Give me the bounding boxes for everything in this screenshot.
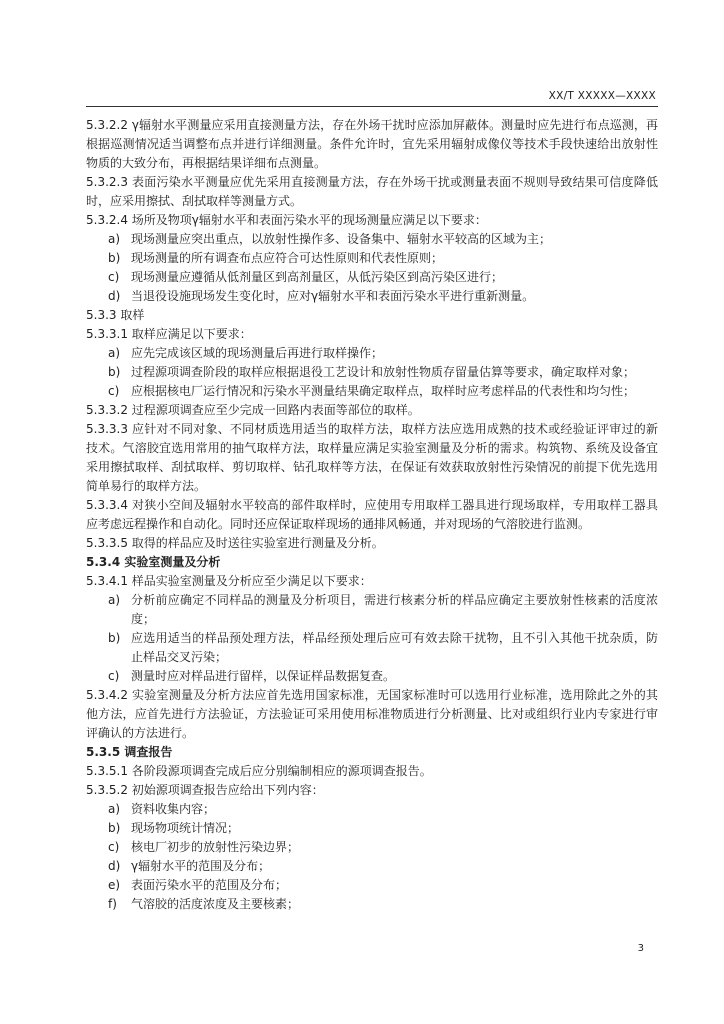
- list-marker: f): [108, 897, 117, 911]
- clause-paragraph: 5.3.3.3 应针对不同对象、不同材质选用适当的取样方法，取样方法应选用成熟的技术或经验证评审过的新技术。气溶胶宜选用常用的抽气取样方法，取样量应满足实验室测量及分析的需求。构筑物、系统及设备宜采用擦拭取样、刮拭取样、剪切取样、钻孔取样等方法，在保证有效获取放射性污染情况的前提下优先选用简单易行的取样方法。: [86, 422, 658, 493]
- clause-paragraph: 5.3.3.5 取得的样品应及时送往实验室进行测量及分析。: [86, 536, 384, 550]
- list-item: [86, 876, 658, 895]
- list-item: [86, 382, 658, 401]
- list-item: [86, 591, 658, 629]
- list-item-text: 测量时应对样品进行留样，以保证样品数据复查。: [131, 669, 396, 683]
- clause-paragraph: 5.3.3.4 对狭小空间及辐射水平较高的部件取样时，应使用专用取样工器具进行现场取样，专用取样工器具应考虑远程操作和自动化。同时还应保证取样现场的通排风畅通，并对现场的气溶胶进行监测。: [86, 498, 658, 531]
- list-marker: c): [108, 384, 120, 398]
- clause-paragraph: 5.3.2.2 γ辐射水平测量应采用直接测量方法，存在外场干扰时应添加屏蔽体。测量时应先进行布点巡测，再根据巡测情况适当调整布点并进行详细测量。条件允许时，宜先采用辐射成像仪等技术手段快速给出放射性物质的大致分布，再根据结果详细布点测量。: [86, 118, 658, 170]
- list-item: [86, 268, 658, 287]
- list-item: [86, 857, 658, 876]
- list-item-text: 过程源项调查阶段的取样应根据退役工艺设计和放射性物质存留量估算等要求，确定取样对象；: [131, 365, 636, 379]
- list-item-text: 现场物项统计情况；: [131, 821, 240, 835]
- clause-paragraph: 5.3.2.3 表面污染水平测量应优先采用直接测量方法，存在外场干扰或测量表面不规则导致结果可信度降低时，应采用擦拭、刮拭取样等测量方式。: [86, 175, 658, 208]
- document-id: XX/T XXXXX—XXXX: [548, 90, 656, 102]
- header-divider: [86, 106, 658, 107]
- clause-paragraph: 5.3.5.1 各阶段源项调查完成后应分别编制相应的源项调查报告。: [86, 764, 432, 778]
- list-item: [86, 344, 658, 363]
- list-item: [86, 838, 658, 857]
- list-marker: c): [108, 669, 120, 683]
- list-item-text: 现场测量应遵循从低剂量区到高剂量区，从低污染区到高污染区进行；: [131, 270, 504, 284]
- list-item-text: 应先完成该区域的现场测量后再进行取样操作；: [131, 346, 384, 360]
- list-marker: c): [108, 270, 120, 284]
- clause-paragraph: 5.3.3 取样: [86, 308, 145, 322]
- list-marker: b): [108, 631, 121, 645]
- list-marker: a): [108, 802, 121, 816]
- clause-paragraph: 5.3.4.2 实验室测量及分析方法应首先选用国家标准，无国家标准时可以选用行业标准，选用除此之外的其他方法，应首先进行方法验证，方法验证可采用使用标准物质进行分析测量、比对或组织行业内专家进行审评确认的方法进行。: [86, 688, 658, 740]
- page-number: 3: [637, 943, 644, 954]
- list-item: [86, 363, 658, 382]
- list-item: [86, 819, 658, 838]
- list-marker: e): [108, 878, 121, 892]
- list-item: [86, 287, 658, 306]
- clause-paragraph: 5.3.5.2 初始源项调查报告应给出下列内容：: [86, 783, 324, 797]
- list-marker: d): [108, 859, 121, 873]
- list-item-text: 现场测量应突出重点，以放射性操作多、设备集中、辐射水平较高的区域为主；: [131, 232, 552, 246]
- list-item: [86, 800, 658, 819]
- list-item: [86, 895, 658, 914]
- list-item-text: 表面污染水平的范围及分布；: [131, 878, 288, 892]
- list-marker: b): [108, 251, 121, 265]
- list-item: [86, 629, 658, 667]
- clause-paragraph: 5.3.3.1 取样应满足以下要求：: [86, 327, 252, 341]
- list-item-text: 资料收集内容；: [131, 802, 216, 816]
- list-item-text: 分析前应确定不同样品的测量及分析项目，需进行核素分析的样品应确定主要放射性核素的活度浓度；: [131, 593, 658, 626]
- section-heading: 5.3.4 实验室测量及分析: [86, 555, 221, 569]
- clause-paragraph: 5.3.2.4 场所及物项γ辐射水平和表面污染水平的现场测量应满足以下要求：: [86, 213, 487, 227]
- list-item-text: 应根据核电厂运行情况和污染水平测量结果确定取样点，取样时应考虑样品的代表性和均匀性；: [131, 384, 636, 398]
- clause-paragraph: 5.3.4.1 样品实验室测量及分析应至少满足以下要求：: [86, 574, 372, 588]
- list-marker: a): [108, 593, 121, 607]
- list-marker: a): [108, 232, 121, 246]
- list-item-text: 气溶胶的活度浓度及主要核素；: [131, 897, 300, 911]
- list-item: [86, 249, 658, 268]
- list-item: [86, 667, 658, 686]
- clause-paragraph: 5.3.3.2 过程源项调查应至少完成一回路内表面等部位的取样。: [86, 403, 420, 417]
- section-heading: 5.3.5 调查报告: [86, 745, 173, 759]
- list-item-text: 核电厂初步的放射性污染边界；: [131, 840, 300, 854]
- list-item-text: 应选用适当的样品预处理方法，样品经预处理后应可有效去除干扰物，且不引入其他干扰杂质，防止样品交叉污染；: [131, 631, 658, 664]
- list-marker: d): [108, 289, 121, 303]
- list-marker: b): [108, 821, 121, 835]
- list-marker: b): [108, 365, 121, 379]
- list-marker: a): [108, 346, 121, 360]
- list-item-text: γ辐射水平的范围及分布；: [131, 859, 271, 873]
- list-item-text: 现场测量的所有调查布点应符合可达性原则和代表性原则；: [131, 251, 444, 265]
- list-item: [86, 230, 658, 249]
- list-marker: c): [108, 840, 120, 854]
- list-item-text: 当退役设施现场发生变化时，应对γ辐射水平和表面污染水平进行重新测量。: [131, 289, 535, 303]
- document-body: [86, 116, 658, 914]
